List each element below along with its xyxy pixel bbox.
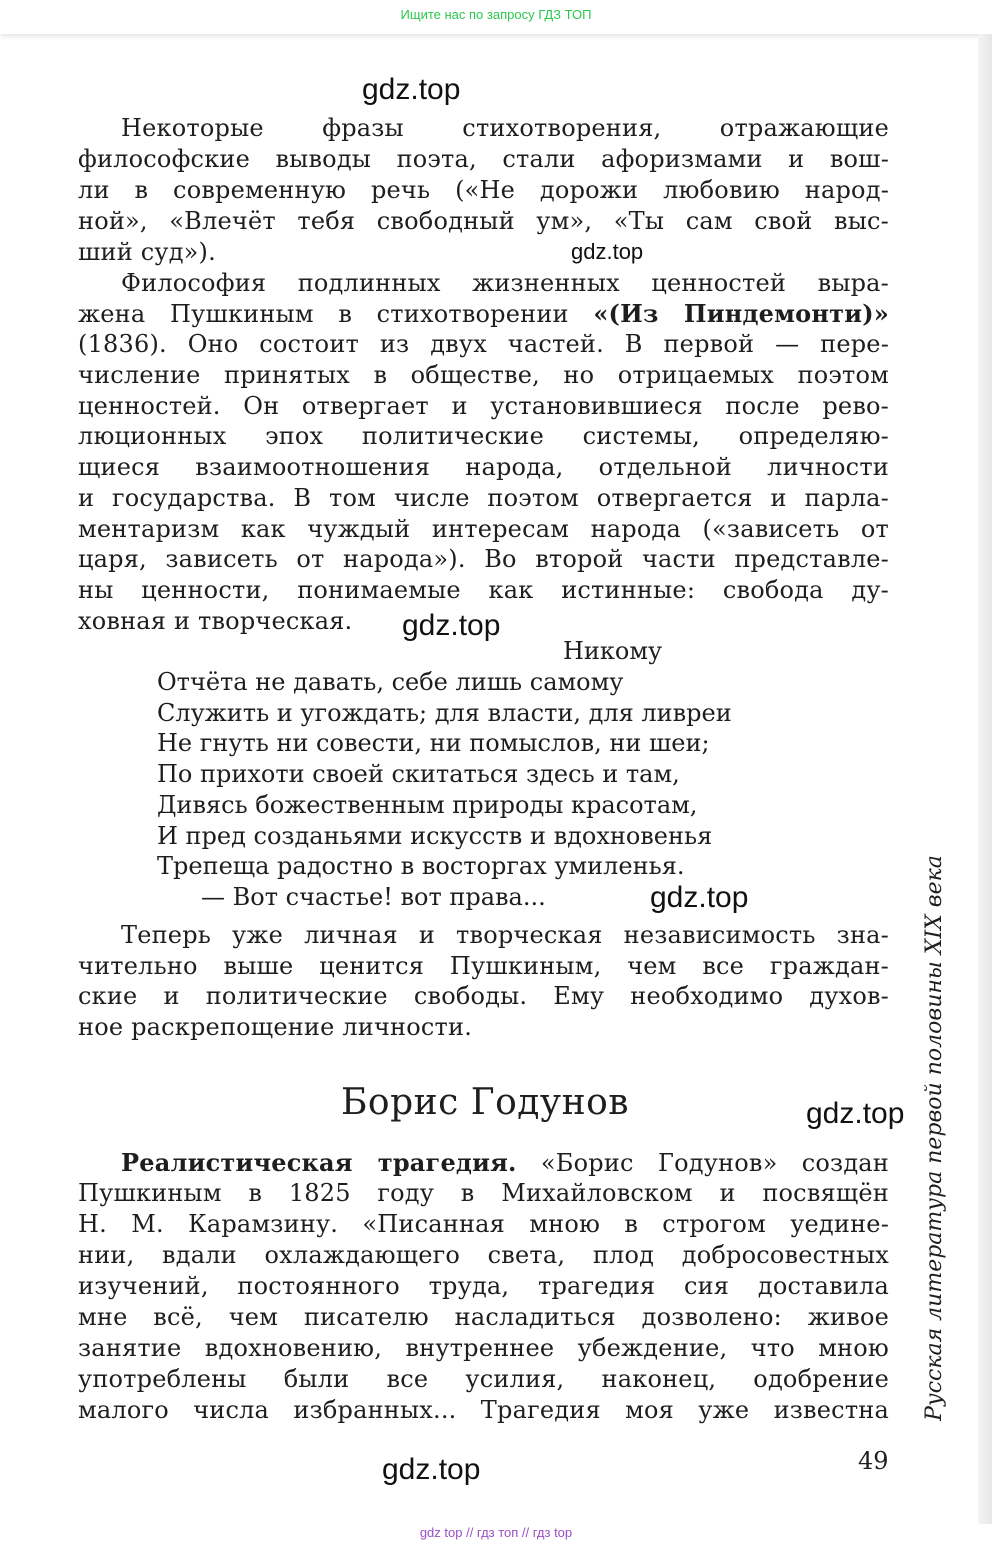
text-line: Н. М. Карамзину. «Писанная мною в строгом уедине- [78,1210,889,1238]
text-line: ший суд»). [78,238,216,266]
text-line: ментаризм как чуждый интересам народа («зависеть от [78,515,889,543]
text-line: щиеся взаимоотношения народа, отдельной личности [78,453,889,481]
poem-line: Трепеща радостно в восторгах умиленья. [157,852,685,880]
text-line: ли в современную речь («Не дорожи любовию народ- [78,176,889,204]
text-line: царя, зависеть от народа»). Во второй части представле- [78,545,889,573]
text-line: ны ценности, понимаемые как истинные: свобода ду- [78,576,889,604]
text-line: Философия подлинных жизненных ценностей выра- [121,269,889,297]
poem-line: И пред созданьями искусств и вдохновенья [157,822,713,850]
poem-line: Не гнуть ни совести, ни помыслов, ни шеи; [157,729,710,757]
poem-line: — Вот счастье! вот права... [201,883,546,911]
poem-line: Дивясь божественным природы красотам, [157,791,698,819]
poem-line: По прихоти своей скитаться здесь и там, [157,760,680,788]
text-line: люционных эпох политические системы, определяю- [78,422,889,450]
text-run: жена Пушкиным в стихотворении [78,300,569,328]
text-line: ские и политические свободы. Ему необходимо духов- [78,982,889,1010]
poem-title-bold: «(Из Пиндемонти)» [593,299,889,328]
text-line [78,298,889,329]
text-line: философские выводы поэта, стали афоризмами и вош- [78,145,889,173]
text-line: и государства. В том числе поэтом отвергается и парла- [78,484,889,512]
poem-line: Отчёта не давать, себе лишь самому [157,668,624,696]
watermark: gdz.top [402,609,501,642]
text-line: изучений, постоянного труда, трагедия сия доставила [78,1272,889,1300]
lead-bold: Реалистическая трагедия. [121,1148,517,1177]
bottom-banner[interactable]: gdz top // гдз топ // гдз top [419,1525,573,1540]
text-line: Пушкиным в 1825 году в Михайловском и посвящён [78,1179,889,1207]
text-line: ценностей. Он отвергает и установившиеся после рево- [78,392,889,420]
watermark: gdz.top [382,1453,481,1486]
side-running-title: Русская литература первой половины XIX века [922,855,947,1421]
text-line: мне всё, чем писателю насладиться дозволено: живое [78,1303,889,1331]
poem-line: Служить и угождать; для власти, для ливреи [157,699,732,727]
text-line: ховная и творческая. [78,607,353,635]
text-line: занятие вдохновению, внутреннее убеждение, что мною [78,1334,889,1362]
text-line: малого числа избранных... Трагедия моя уже известна [78,1396,889,1424]
watermark: gdz.top [806,1097,905,1130]
top-banner[interactable]: Ищите нас по запросу ГДЗ ТОП [0,0,992,34]
poem-line: Никому [563,637,663,665]
text-line: ное раскрепощение личности. [78,1013,473,1041]
text-run: «Борис Годунов» создан [540,1149,890,1177]
watermark: gdz.top [362,73,461,106]
text-line: ной», «Влечёт тебя свободный ум», «Ты сам свой выс- [78,207,889,235]
text-line: (1836). Оно состоит из двух частей. В первой — пере- [78,330,889,358]
text-line [121,1147,889,1178]
text-line: Теперь уже личная и творческая независимость зна- [121,921,889,949]
text-line: числение принятых в обществе, но отрицаемых поэтом [78,361,889,389]
text-line: чительно выше ценится Пушкиным, чем все граждан- [78,952,889,980]
page-number: 49 [858,1447,889,1475]
section-heading: Борис Годунов [340,1082,630,1123]
text-line: Некоторые фразы стихотворения, отражающие [121,114,889,142]
page-edge-shadow [978,34,992,1524]
watermark: gdz.top [650,881,749,914]
watermark: gdz.top [571,239,644,264]
text-line: употреблены были все усилия, наконец, одобрение [78,1365,889,1393]
text-line: нии, вдали охлаждающего света, плод добросовестных [78,1241,889,1269]
